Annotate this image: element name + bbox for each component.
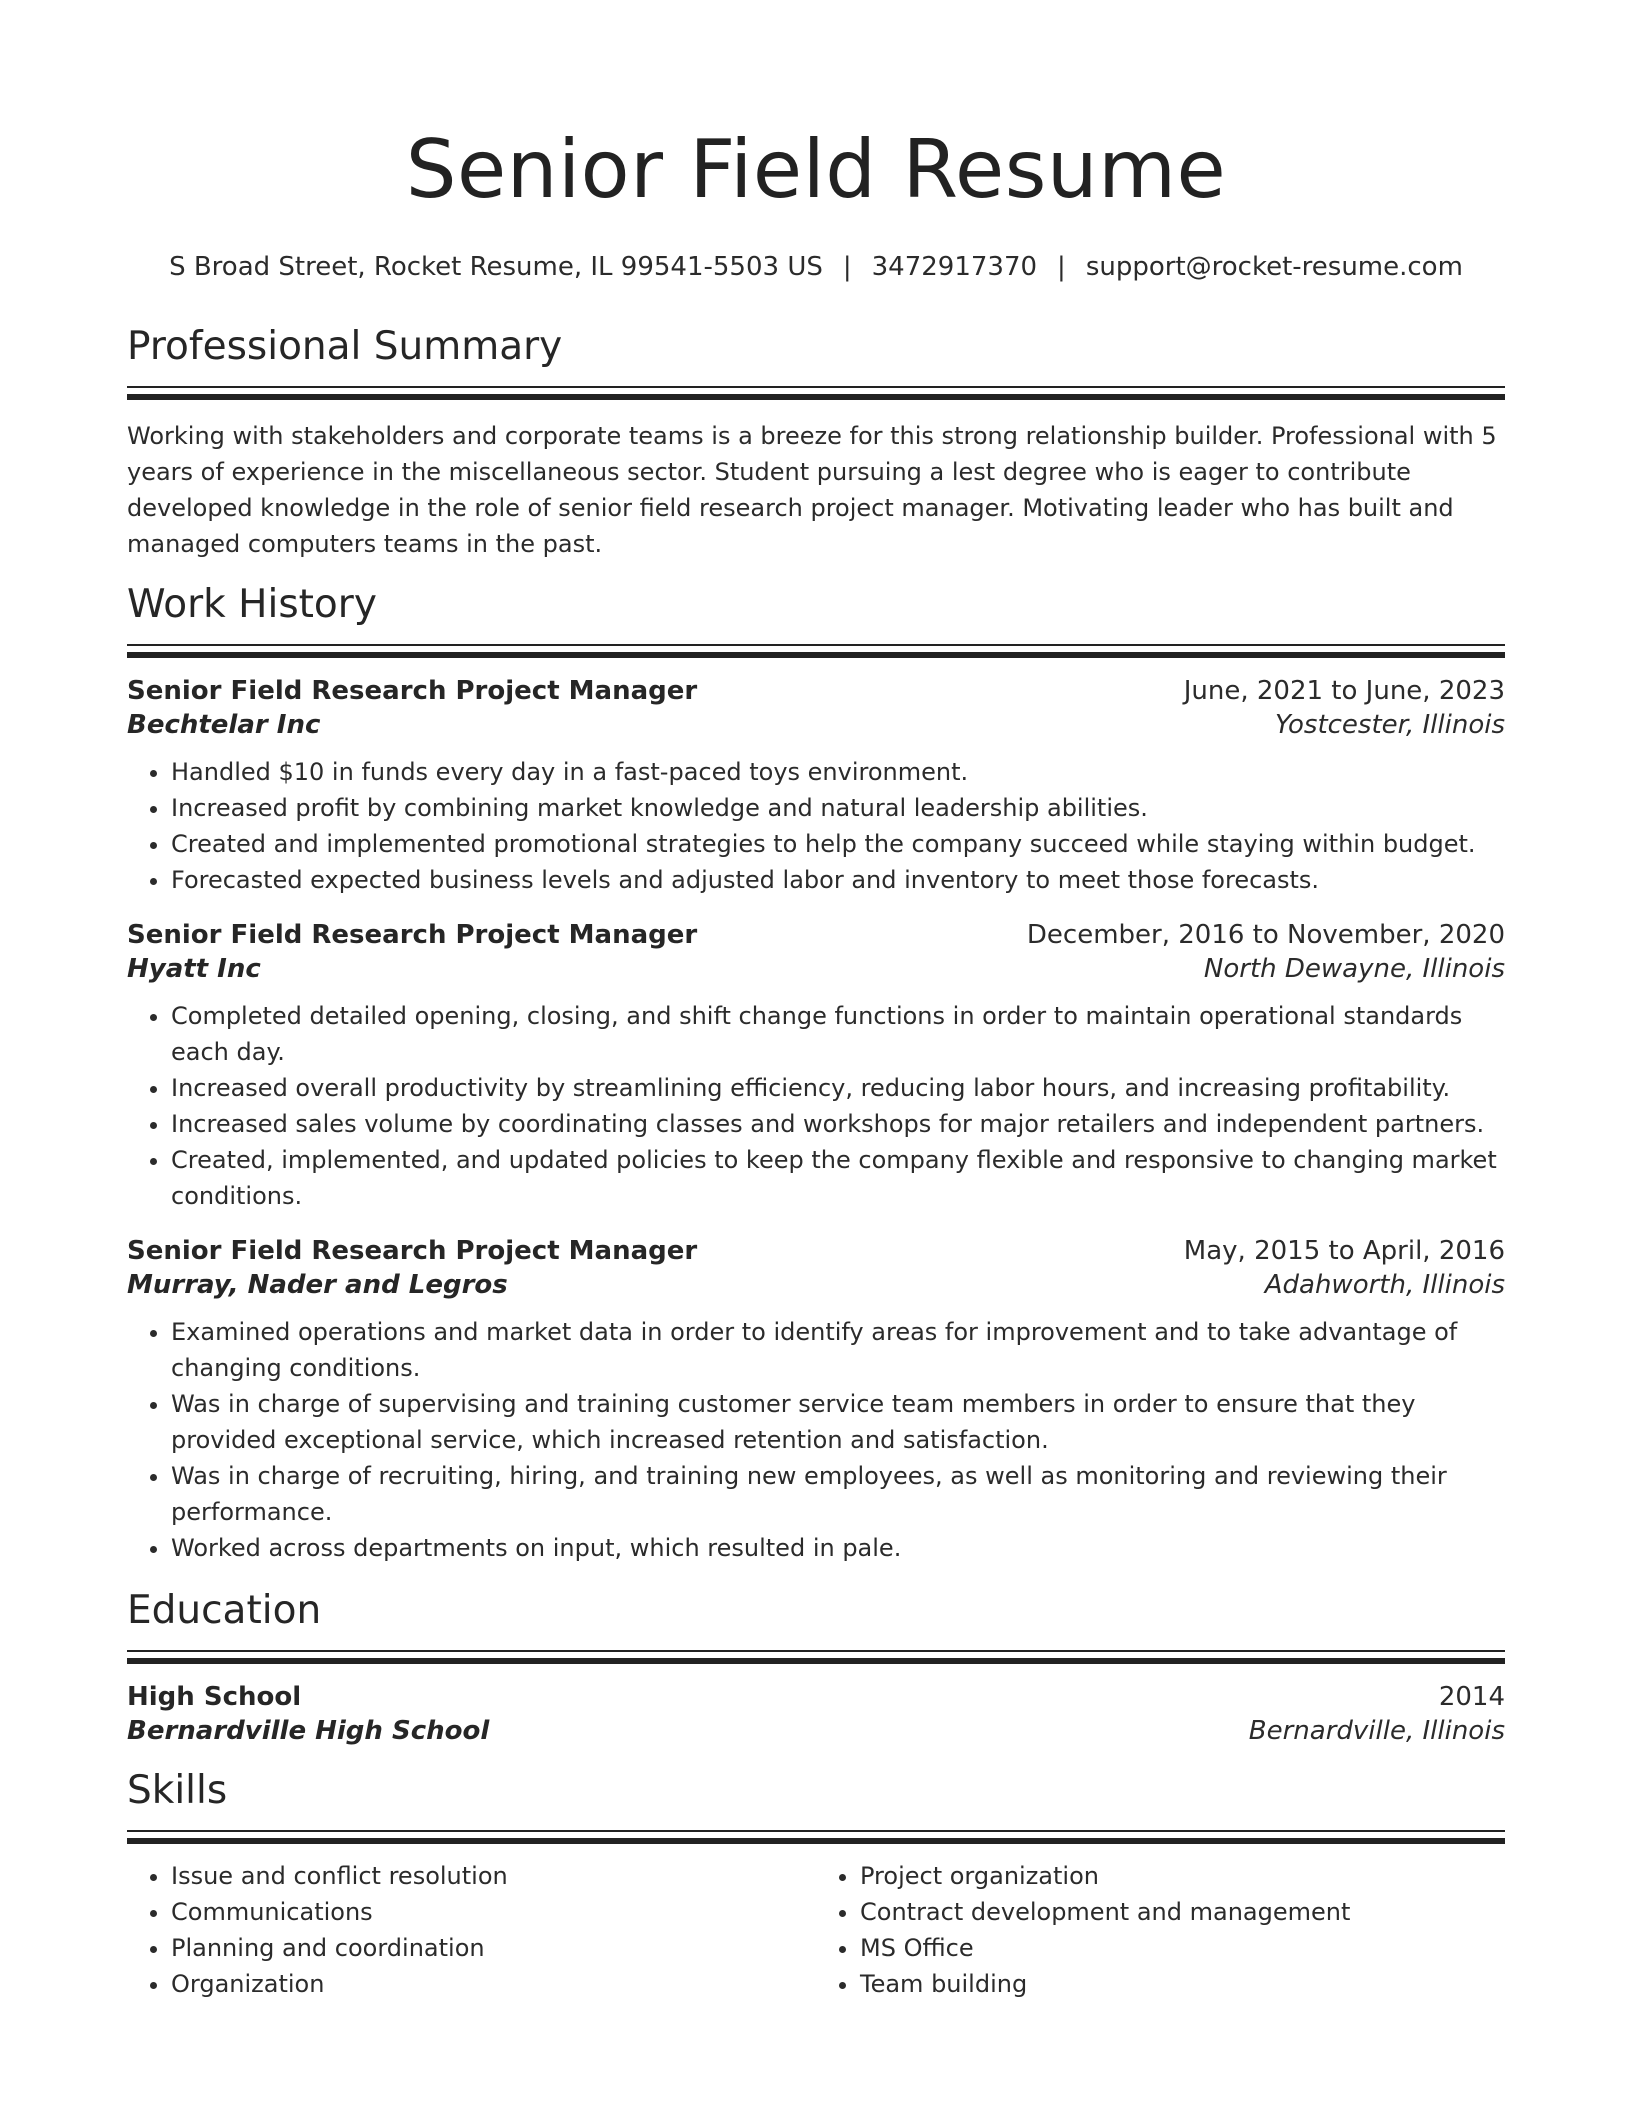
section-divider	[127, 386, 1505, 400]
section-divider	[127, 1830, 1505, 1844]
contact-line	[127, 250, 1505, 284]
contact-email: support@rocket-resume.com	[1085, 252, 1463, 282]
job-bullets	[127, 754, 1505, 898]
summary-heading: Professional Summary	[127, 324, 563, 369]
job-company: Murray, Nader and Legros	[127, 1270, 508, 1300]
job-location: Yostcester, Illinois	[1274, 710, 1505, 740]
summary-text: Working with stakeholders and corporate teams is a breeze for this strong relationship builder. Professional with 5 years of experience in the miscellaneous sector. Student pursuing a lest degree who is eager to contribute developed knowledge in the role of senior field research project manager. Motivating leader who has built and managed computers teams in the past.	[127, 422, 1497, 558]
section-divider	[127, 1650, 1505, 1664]
contact-separator: |	[1057, 252, 1066, 282]
job-bullet: • Worked across departments on input, which resulted in pale.	[171, 1530, 1505, 1566]
job-dates: December, 2016 to November, 2020	[1026, 920, 1505, 950]
job-bullets	[127, 998, 1505, 1214]
summary-section	[127, 322, 1505, 562]
job-company: Bechtelar Inc	[127, 710, 321, 740]
contact-phone: 3472917370	[871, 252, 1038, 282]
skills-list-left	[127, 1858, 816, 2002]
job-bullets	[127, 1314, 1505, 1566]
section-divider	[127, 644, 1505, 658]
job-bullet: • Completed detailed opening, closing, and shift change functions in order to maintain operational standards each day.	[171, 998, 1505, 1070]
job-bullet: • Created and implemented promotional strategies to help the company succeed while staying within budget.	[171, 826, 1505, 862]
job-title: Senior Field Research Project Manager	[127, 676, 698, 706]
job-bullet: • Increased overall productivity by streamlining efficiency, reducing labor hours, and increasing profitability.	[171, 1070, 1505, 1106]
job-company: Hyatt Inc	[127, 954, 261, 984]
job-bullet: • Was in charge of supervising and training customer service team members in order to ensure that they provided exceptional service, which increased retention and satisfaction.	[171, 1386, 1505, 1458]
work-history-heading: Work History	[127, 582, 377, 627]
education-year: 2014	[1438, 1682, 1505, 1712]
education-degree: High School	[127, 1682, 302, 1712]
job-bullet: • Was in charge of recruiting, hiring, and training new employees, as well as monitoring and reviewing their performance.	[171, 1458, 1505, 1530]
job-bullet: • Created, implemented, and updated policies to keep the company flexible and responsive to changing market conditions.	[171, 1142, 1505, 1214]
job-entry	[127, 676, 1505, 898]
job-bullet: • Examined operations and market data in order to identify areas for improvement and to take advantage of changing conditions.	[171, 1314, 1505, 1386]
skills-heading: Skills	[127, 1768, 228, 1813]
skill-item: • Project organization	[860, 1858, 1505, 1894]
education-section	[127, 1586, 1505, 1746]
skill-item: • Planning and coordination	[171, 1930, 816, 1966]
job-title: Senior Field Research Project Manager	[127, 1236, 698, 1266]
skill-item: • Team building	[860, 1966, 1505, 2002]
job-bullet: • Handled $10 in funds every day in a fast-paced toys environment.	[171, 754, 1505, 790]
skill-item: • MS Office	[860, 1930, 1505, 1966]
skill-item: • Communications	[171, 1894, 816, 1930]
work-history-section	[127, 580, 1505, 1566]
job-entry	[127, 920, 1505, 1214]
skills-columns	[127, 1858, 1505, 2002]
education-heading: Education	[127, 1588, 322, 1633]
education-location: Bernardville, Illinois	[1248, 1716, 1505, 1746]
education-entry	[127, 1682, 1505, 1746]
skill-item: • Contract development and management	[860, 1894, 1505, 1930]
skills-section	[127, 1766, 1505, 2002]
contact-address: S Broad Street, Rocket Resume, IL 99541-5503 US	[169, 252, 823, 282]
job-title: Senior Field Research Project Manager	[127, 920, 698, 950]
skills-list-right	[816, 1858, 1505, 2002]
contact-separator: |	[842, 252, 852, 282]
resume-title: Senior Field Resume	[405, 123, 1227, 216]
job-bullet: • Increased profit by combining market knowledge and natural leadership abilities.	[171, 790, 1505, 826]
job-location: Adahworth, Illinois	[1264, 1270, 1505, 1300]
job-dates: May, 2015 to April, 2016	[1183, 1236, 1505, 1266]
job-dates: June, 2021 to June, 2023	[1183, 676, 1505, 706]
job-bullet: • Forecasted expected business levels and adjusted labor and inventory to meet those forecasts.	[171, 862, 1505, 898]
job-entry	[127, 1236, 1505, 1566]
education-school: Bernardville High School	[127, 1716, 490, 1746]
job-bullet: • Increased sales volume by coordinating classes and workshops for major retailers and independent partners.	[171, 1106, 1505, 1142]
job-location: North Dewayne, Illinois	[1203, 954, 1505, 984]
skill-item: • Organization	[171, 1966, 816, 2002]
skill-item: • Issue and conflict resolution	[171, 1858, 816, 1894]
